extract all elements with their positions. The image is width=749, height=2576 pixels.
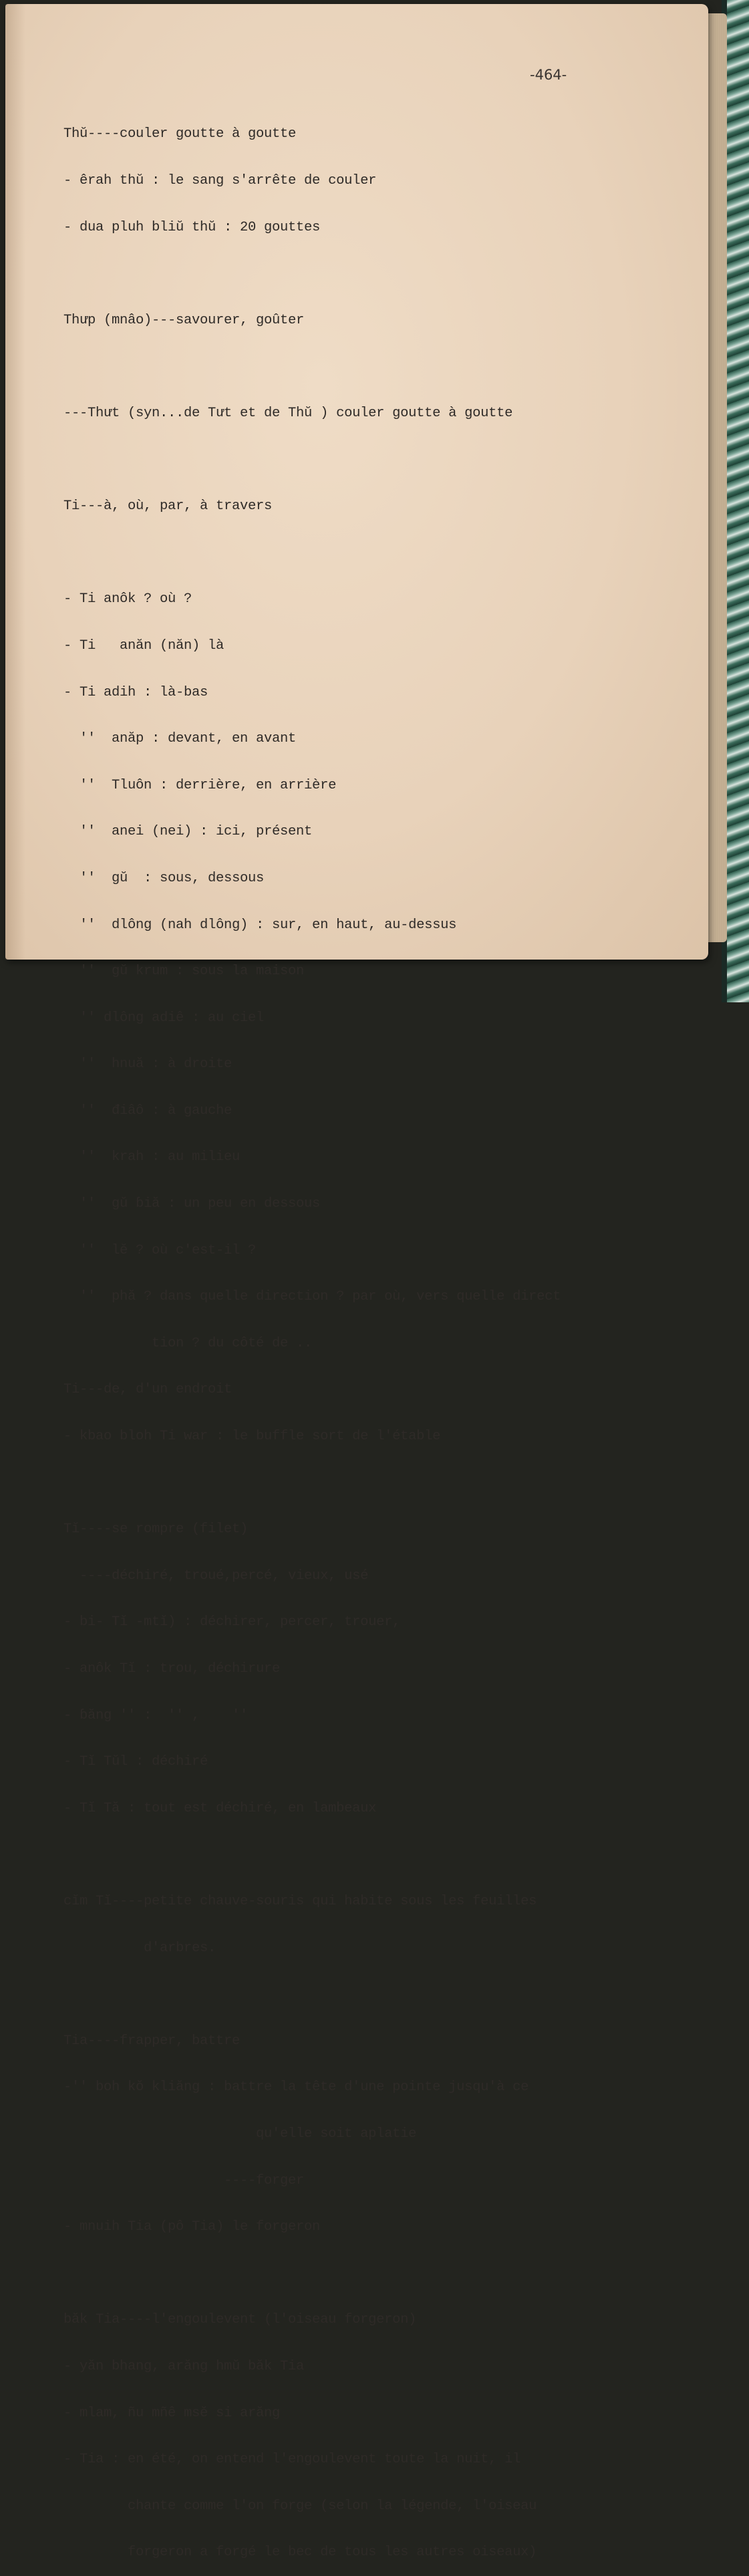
page-number: -464- xyxy=(530,67,567,83)
text-line xyxy=(63,545,651,561)
text-line: Tia----frapper, battre xyxy=(63,2033,241,2049)
text-line: '' anăp : devant, en avant xyxy=(63,731,297,747)
text-line: ----forger xyxy=(63,2172,305,2188)
text-line: - Tia : en été, on entend l'engoulevent toute la nuit, il xyxy=(63,2452,521,2468)
text-line: chante comme l'on forge (selon la légende, l'oiseau xyxy=(63,2498,537,2514)
text-line: '' điâô : à gauche xyxy=(63,1103,233,1119)
text-line xyxy=(63,266,651,281)
text-line: cĭm Tĭ----petite chauve-souris qui habite sous les feuilles xyxy=(63,1893,537,1909)
text-line: ---Thưt (syn...de Tưt et de Thŭ ) couler goutte à goutte xyxy=(63,405,513,421)
text-line: '' dlông adiê : au ciel xyxy=(63,1010,265,1026)
text-line: - mlam, ñu mñê msĕ si arăng xyxy=(63,2405,281,2421)
text-line: '' dlông (nah dlông) : sur, en haut, au-dessus xyxy=(63,917,457,933)
text-line: d'arbres. xyxy=(63,1940,216,1956)
text-line: - anôk Tĭ : trou, déchirure xyxy=(63,1661,281,1677)
text-line: Thưp (mnâo)---savourer, goûter xyxy=(63,312,305,328)
text-line: '' hnuă : à droite xyxy=(63,1056,233,1072)
text-line: - yăn bhang, arăng hmŭ băk Tia xyxy=(63,2358,305,2374)
text-line: Ti---de, d'un endroit xyxy=(63,1382,233,1398)
text-line: tion ? du côté de .. xyxy=(63,1335,313,1351)
text-line: '' gŭ : sous, dessous xyxy=(63,870,265,886)
text-line: Tĭ----se rompre (filet) xyxy=(63,1522,249,1538)
typed-text-body xyxy=(63,96,651,2576)
text-line: Thŭ----couler goutte à goutte xyxy=(63,126,297,142)
text-line xyxy=(63,2266,651,2281)
text-line: Ti---à, où, par, à travers xyxy=(63,498,273,515)
text-line: qu'elle soit aplatie xyxy=(63,2126,417,2142)
text-line: - êrah thŭ : le sang s'arrête de couler xyxy=(63,173,377,188)
text-line: -'' boh kŏ kliăng : battre la tête d'une pointe jusqu'à ce xyxy=(63,2080,529,2096)
text-line: forgeron a forgé le bec de tous les autres oiseaux) xyxy=(63,2545,537,2561)
text-line: ----déchiré, troué,percé, vieux, usé xyxy=(63,1568,369,1584)
text-line: '' phă ? dans quelle direction ? par où, vers quelle direct xyxy=(63,1289,561,1305)
text-line: - Tĭ Tă : tout est déchiré, en lambeaux xyxy=(63,1800,377,1816)
text-line: băk Tia----l'engoulevent (l'oiseau forgeron) xyxy=(63,2312,417,2328)
text-line: '' anei (nei) : ici, présent xyxy=(63,824,313,840)
text-line xyxy=(63,452,651,468)
text-line: - dua pluh bliŭ thŭ : 20 gouttes xyxy=(63,219,321,235)
text-line: - Ti anôk ? où ? xyxy=(63,591,192,607)
text-line: - ɓăng '' : '' , '' xyxy=(63,1707,249,1723)
text-line: '' krah : au milieu xyxy=(63,1149,241,1165)
text-line: - kbao bloh Ti war : le buffle sort de l'étable xyxy=(63,1429,441,1445)
text-line: - Ti adih : là-bas xyxy=(63,684,208,700)
text-line: '' lĕ ? où c'est-il ? xyxy=(63,1242,257,1258)
text-line xyxy=(63,359,651,374)
text-line: - bi- Tĭ -mtĭ) : déchirer, percer, trouer, xyxy=(63,1614,401,1630)
text-line: - Ti anăn (năn) là xyxy=(63,637,224,654)
text-line: - mnuih Tia (pô Tia) le forgeron xyxy=(63,2219,321,2235)
text-line xyxy=(63,1847,651,1862)
text-line: '' gŭ ɓiă : un peu en dessous xyxy=(63,1196,321,1212)
text-line xyxy=(63,1987,651,2002)
text-line: '' gŭ krum : sous la maison xyxy=(63,964,305,980)
text-line: '' Tluôn : derrière, en arrière xyxy=(63,777,337,793)
text-line: - Tĭ Tŭl : déchiré xyxy=(63,1754,208,1770)
text-line xyxy=(63,1475,651,1491)
